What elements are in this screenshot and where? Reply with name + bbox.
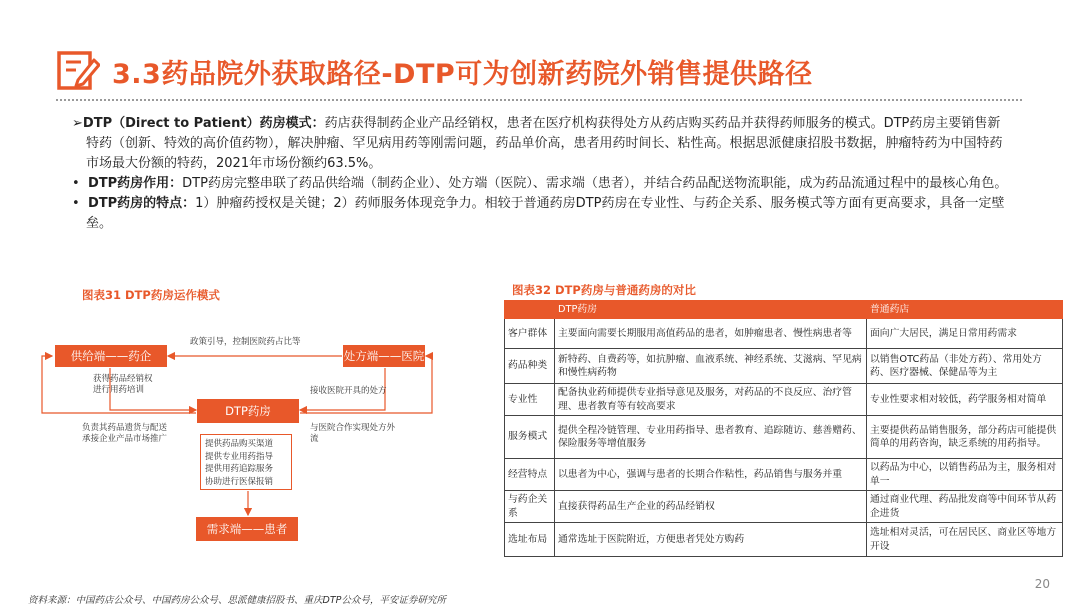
dtp-cell: 新特药、自费药等，如抗肿瘤、血液系统、神经系统、艾滋病、罕见病和慢性病药物	[555, 349, 867, 384]
prescription-side-box: 处方端——医院	[343, 345, 425, 367]
regular-cell: 通过商业代理、药品批发商等中间环节从药企进货	[867, 491, 1063, 523]
table-row	[505, 319, 1063, 349]
edit-note-icon	[56, 48, 100, 92]
row-label: 专业性	[505, 384, 555, 416]
dtp-pharmacy-box: DTP药房	[197, 399, 299, 423]
sub-point-role	[72, 174, 1012, 194]
dtp-cell: 提供全程冷链管理、专业用药指导、患者教育、追踪随访、慈善赠药、保险服务等增值服务	[555, 416, 867, 459]
regular-cell: 主要提供药品销售服务，部分药店可能提供简单的用药咨询，缺乏系统的用药指导。	[867, 416, 1063, 459]
regular-cell: 以销售OTC药品（非处方药）、常用处方药、医疗器械、保健品等为主	[867, 349, 1063, 384]
table-header-row	[505, 301, 1063, 319]
service-item: 提供药品购买渠道	[205, 439, 274, 449]
comparison-table	[504, 300, 1063, 557]
regular-cell: 面向广大居民，满足日常用药需求	[867, 319, 1063, 349]
dot-bullet-icon: •	[72, 196, 80, 211]
sub1-term: DTP药房作用：	[87, 176, 183, 191]
figure32-caption: 图表32 DTP药房与普通药房的对比	[512, 283, 696, 297]
dtp-cell: 直接获得药品生产企业的药品经销权	[555, 491, 867, 523]
delivery-label-line: 负责其药品遗货与配送	[82, 423, 168, 433]
arrow-bullet-icon: ➢	[72, 116, 83, 131]
dtp-cell: 通常选址于医院附近，方便患者凭处方购药	[555, 523, 867, 557]
sub2-term: DTP药房的特点：	[87, 196, 196, 211]
sub1-text: DTP药房完整串联了药品供给端（制药企业）、处方端（医院）、需求端（患者），并结合药品配送物流职能，成为药品流通过程中的最核心角色。	[182, 176, 1008, 191]
body-text	[72, 114, 1012, 234]
service-item: 协助进行医保报销	[205, 476, 274, 487]
row-label: 服务模式	[505, 416, 555, 459]
row-label: 与药企关系	[505, 491, 555, 523]
table-header-cell	[505, 301, 555, 319]
policy-label: 政策引导，控制医院药占比等	[190, 337, 301, 347]
license-label	[93, 374, 153, 396]
lead-paragraph	[72, 114, 1012, 174]
license-label-line: 进行用药培训	[93, 385, 145, 395]
table-row	[505, 416, 1063, 459]
dtp-cell: 主要面向需要长期服用高值药品的患者，如肿瘤患者、慢性病患者等	[555, 319, 867, 349]
row-label: 药品种类	[505, 349, 555, 384]
regular-cell: 以药品为中心，以销售药品为主，服务相对单一	[867, 459, 1063, 491]
delivery-label	[82, 423, 167, 445]
table-row	[505, 491, 1063, 523]
regular-cell: 专业性要求相对较低，药学服务相对简单	[867, 384, 1063, 416]
dtp-cell: 以患者为中心，强调与患者的长期合作粘性，药品销售与服务并重	[555, 459, 867, 491]
page-title: 3.3药品院外获取路径-DTP可为创新药院外销售提供路径	[112, 59, 813, 90]
table-row	[505, 349, 1063, 384]
title-divider	[56, 99, 1022, 101]
sub2-text: 1）肿瘤药授权是关键；2）药师服务体现竞争力。相较于普通药房DTP药房在专业性、与药企关系、服务模式等方面有更高要求，具备一定壁垒。	[86, 196, 1005, 231]
dtp-cell: 配备执业药师提供专业指导意见及服务，对药品的不良反应、治疗管理、患者教育等有较高要求	[555, 384, 867, 416]
dot-bullet-icon: •	[72, 176, 80, 191]
cooperate-label	[310, 423, 395, 445]
table-row	[505, 384, 1063, 416]
lead-term: DTP（Direct to Patient）药房模式：	[82, 116, 325, 131]
table-row	[505, 523, 1063, 557]
dtp-services-list	[200, 434, 292, 490]
service-item: 提供专业用药指导	[205, 451, 274, 462]
accept-prescription-label: 接收医院开具的处方	[310, 386, 387, 396]
source-note: 资料来源：中国药店公众号、中国药房公众号、思派健康招股书、重庆DTP公众号，平安证券研究所	[28, 595, 446, 606]
figure31-caption: 图表31 DTP药房运作模式	[82, 288, 220, 302]
license-label-line: 获得药品经销权	[93, 374, 153, 384]
lead-text: 药店获得制药企业产品经销权，患者在医疗机构获得处方从药店购买药品并获得药师服务的模式。DTP药房主要销售新特药（创新、特效的高价值药物），解决肿瘤、罕见病用药等刚需问题，药品单价高，患者用药时间长、粘性高。根据思派健康招股书数据，肿瘤特药为中国特药市场最大份额的特药，2021年市场份额约63.5%。	[86, 116, 1003, 171]
cooperate-label-line: 与医院合作实现处方外	[310, 423, 396, 433]
row-label: 选址布局	[505, 523, 555, 557]
supply-side-box: 供给端——药企	[55, 345, 167, 367]
sub-point-features	[72, 194, 1012, 234]
service-item: 提供用药追踪服务	[205, 464, 274, 474]
row-label: 经营特点	[505, 459, 555, 491]
table-header-cell: 普通药店	[867, 301, 1063, 319]
delivery-label-line: 承接企业产品市场推广	[82, 434, 168, 444]
row-label: 客户群体	[505, 319, 555, 349]
table-row	[505, 459, 1063, 491]
cooperate-label-line: 流	[310, 434, 319, 444]
table-header-cell: DTP药房	[555, 301, 867, 319]
regular-cell: 选址相对灵活，可在居民区、商业区等地方开设	[867, 523, 1063, 557]
page-number: 20	[1034, 577, 1050, 591]
demand-side-box: 需求端——患者	[196, 517, 298, 541]
